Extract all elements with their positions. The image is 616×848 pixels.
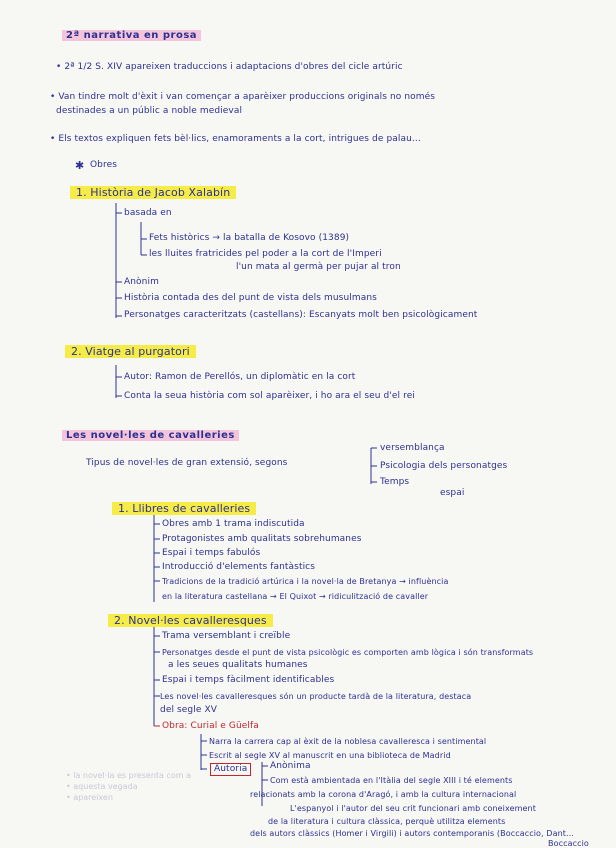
obra-line-1: Narra la carrera cap al èxit de la noblesa cavalleresca i sentimental	[209, 737, 487, 746]
historia-line-1: basada en	[124, 208, 172, 218]
autoria-line-2: Com està ambientada en l'Itàlia del segle XIII i té elements	[270, 776, 513, 785]
page-title: 2ª narrativa en prosa	[62, 30, 201, 41]
section-title-historia: 1. Història de Jacob Xalabín	[70, 186, 236, 199]
obres-heading: Obres	[90, 160, 118, 170]
criteria-4: espai	[440, 488, 465, 498]
cavalleresques-line-3: a les seues qualitats humanes	[168, 660, 308, 670]
criteria-3: Temps	[380, 477, 410, 487]
historia-line-7: Personatges caracteritzats (castellans): Escanyats molt ben psicològicament	[124, 310, 478, 320]
section-title-cavalleresques: 2. Novel·les cavalleresques	[108, 614, 273, 627]
obra-line: Obra: Curial e Güelfa	[162, 721, 259, 731]
autoria-line-5: de la literatura i cultura clàssica, perquè utilitza elements	[268, 817, 506, 826]
asterisk-icon: ✱	[75, 159, 85, 172]
intro-line-2: • Van tindre molt d'èxit i van començar a aparèixer produccions originals no només	[50, 92, 436, 102]
cavalleresques-line-2: Personatges desde el punt de vista psicològic es comporten amb lògica i són transformats	[162, 648, 534, 657]
cavalleresques-line-1: Trama versemblant i creïble	[162, 631, 291, 641]
autoria-line-6: dels autors clàssics (Homer i Virgili) i autors contemporanis (Boccaccio, Dant...	[250, 829, 574, 838]
llibres-line-1: Obres amb 1 trama indiscutida	[162, 519, 305, 529]
ghost-note-1: • la novel·la es presenta com a	[66, 771, 192, 780]
ghost-note-3: • apareixen	[66, 793, 113, 802]
intro-line-4: • Els textos expliquen fets bèl·lics, enamoraments a la cort, intrigues de palau...	[50, 134, 421, 144]
section-title-viatge: 2. Viatge al purgatori	[65, 345, 196, 358]
autoria-line-7: Boccaccio	[548, 839, 589, 848]
cavalleresques-line-4: Espai i temps fàcilment identificables	[162, 675, 335, 685]
historia-line-2: Fets històrics → la batalla de Kosovo (1389)	[149, 233, 350, 243]
autoria-line-4: L'espanyol i l'autor del seu crit funcionari amb coneixement	[290, 804, 536, 813]
ghost-notes	[66, 770, 191, 803]
intro-line-3: destinades a un públic a noble medieval	[56, 106, 243, 116]
historia-line-3: les lluites fratricides pel poder a la cort de l'Imperi	[149, 249, 382, 259]
obra-line-2: Escrit al segle XV al manuscrit en una biblioteca de Madrid	[209, 751, 451, 760]
historia-line-6: Història contada des del punt de vista dels musulmans	[124, 293, 377, 303]
ghost-note-2: • aquesta vegada	[66, 782, 138, 791]
historia-line-5: Anònim	[124, 277, 159, 287]
llibres-line-4: Introducció d'elements fantàstics	[162, 562, 316, 572]
autoria-line-1: Anònima	[270, 761, 311, 771]
llibres-line-5: Tradicions de la tradició artúrica i la novel·la de Bretanya → influència	[162, 577, 449, 586]
intro-line-1: • 2ª 1/2 S. XIV apareixen traduccions i adaptacions d'obres del cicle artúric	[56, 62, 403, 72]
novelles-type-line: Tipus de novel·les de gran extensió, segons	[86, 458, 288, 468]
autoria-label: Autoria	[210, 763, 251, 776]
autoria-line-3: relacionats amb la corona d'Aragó, i amb la cultura internacional	[250, 790, 517, 799]
cavalleresques-line-6: del segle XV	[160, 705, 217, 715]
criteria-1: versemblança	[380, 443, 445, 453]
viatge-line-2: Conta la seua història com sol aparèixer, i ho ara el seu d'el rei	[124, 391, 415, 401]
criteria-2: Psicologia dels personatges	[380, 461, 508, 471]
cavalleresques-line-5: Les novel·les cavalleresques són un producte tardà de la literatura, destaca	[160, 692, 472, 701]
section-title-novelles: Les novel·les de cavalleries	[62, 430, 239, 441]
llibres-line-6: en la literatura castellana → El Quixot → ridiculització de cavaller	[162, 592, 429, 601]
llibres-line-3: Espai i temps fabulós	[162, 548, 261, 558]
historia-line-4: l'un mata al germà per pujar al tron	[236, 262, 401, 272]
section-title-llibres: 1. Llibres de cavalleries	[112, 502, 256, 515]
viatge-line-1: Autor: Ramon de Perellós, un diplomàtic en la cort	[124, 372, 356, 382]
llibres-line-2: Protagonistes amb qualitats sobrehumanes	[162, 534, 362, 544]
